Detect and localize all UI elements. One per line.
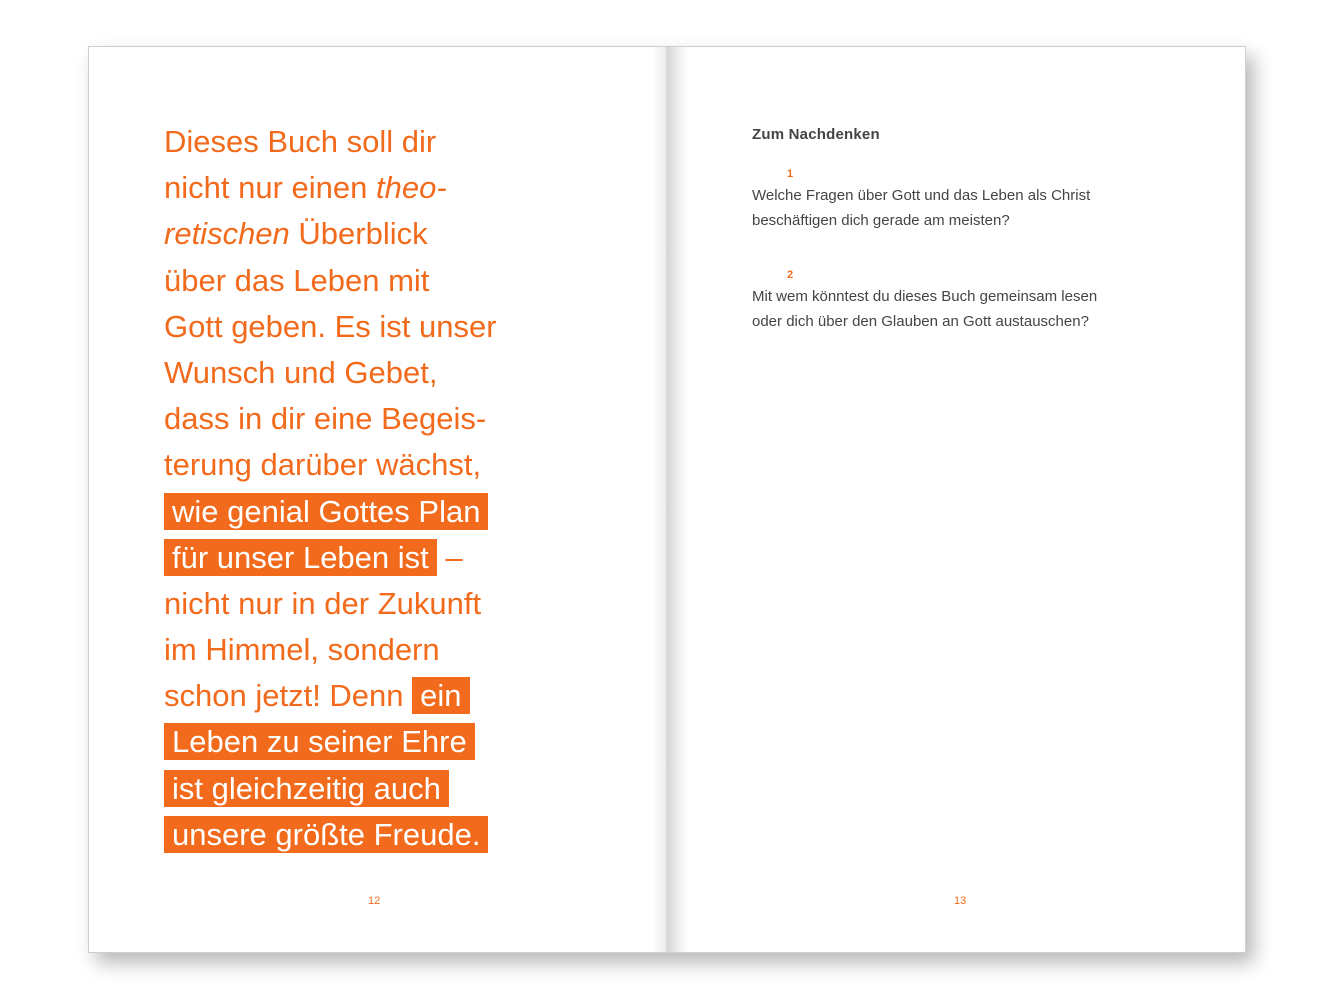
quote-text: Gott geben. Es ist unser [164,308,497,344]
quote-text: terung darüber wächst, [164,447,482,483]
highlighted-text: ein [412,677,469,714]
section-heading: Zum Nachdenken [752,126,880,143]
question-item [752,165,1172,233]
quote-text: Dieses Buch soll dir [164,124,437,159]
quote-line [164,211,584,257]
quote-text: Wunsch und Gebet, [164,354,438,390]
quote-line [164,258,584,304]
quote-text: nicht nur in der Zukunft [164,585,482,621]
highlighted-text: Leben zu seiner Ehre [164,723,475,760]
quote-text: nicht nur einen [164,170,376,206]
quote-text: über das Leben mit [164,262,430,298]
book-spread [88,46,1246,953]
quote-line [164,304,584,350]
question-text-line: oder dich über den Glauben an Gott austauschen? [752,313,1089,330]
quote-text: – [436,539,463,575]
quote-text: schon jetzt! Denn [164,678,413,714]
quote-line [164,581,584,627]
quote-text: dass in dir eine Begeis- [164,401,487,437]
question-text-line: Mit wem könntest du dieses Buch gemeinsam lesen [752,288,1098,305]
question-number: 2 [787,269,794,281]
quote-line [164,489,584,535]
page-number-right: 13 [954,895,967,907]
highlighted-text: für unser Leben ist [164,539,437,576]
question-text-line: beschäftigen dich gerade am meisten? [752,212,1010,229]
quote-line [164,627,584,673]
quote-line [164,350,584,396]
pull-quote [164,119,584,858]
quote-text: im Himmel, sondern [164,632,440,668]
left-page [88,46,666,953]
highlighted-text: ist gleichzeitig auch [164,770,449,807]
quote-line [164,719,584,765]
quote-line [164,165,584,211]
highlighted-text: unsere größte Freude. [164,816,488,853]
page-number-left: 12 [368,895,381,907]
quote-line [164,396,584,442]
quote-line [164,442,584,488]
quote-line [164,119,584,165]
highlighted-text: wie genial Gottes Plan [164,493,488,530]
quote-line [164,535,584,581]
question-item [752,266,1172,334]
question-number: 1 [787,168,794,180]
italic-text: retischen [164,216,290,252]
quote-line [164,673,584,719]
quote-line [164,812,584,858]
quote-text: Überblick [289,216,428,252]
right-page [666,46,1246,953]
question-text-line: Welche Fragen über Gott und das Leben als Christ [752,187,1091,204]
italic-text: theo- [375,170,447,206]
quote-line [164,766,584,812]
